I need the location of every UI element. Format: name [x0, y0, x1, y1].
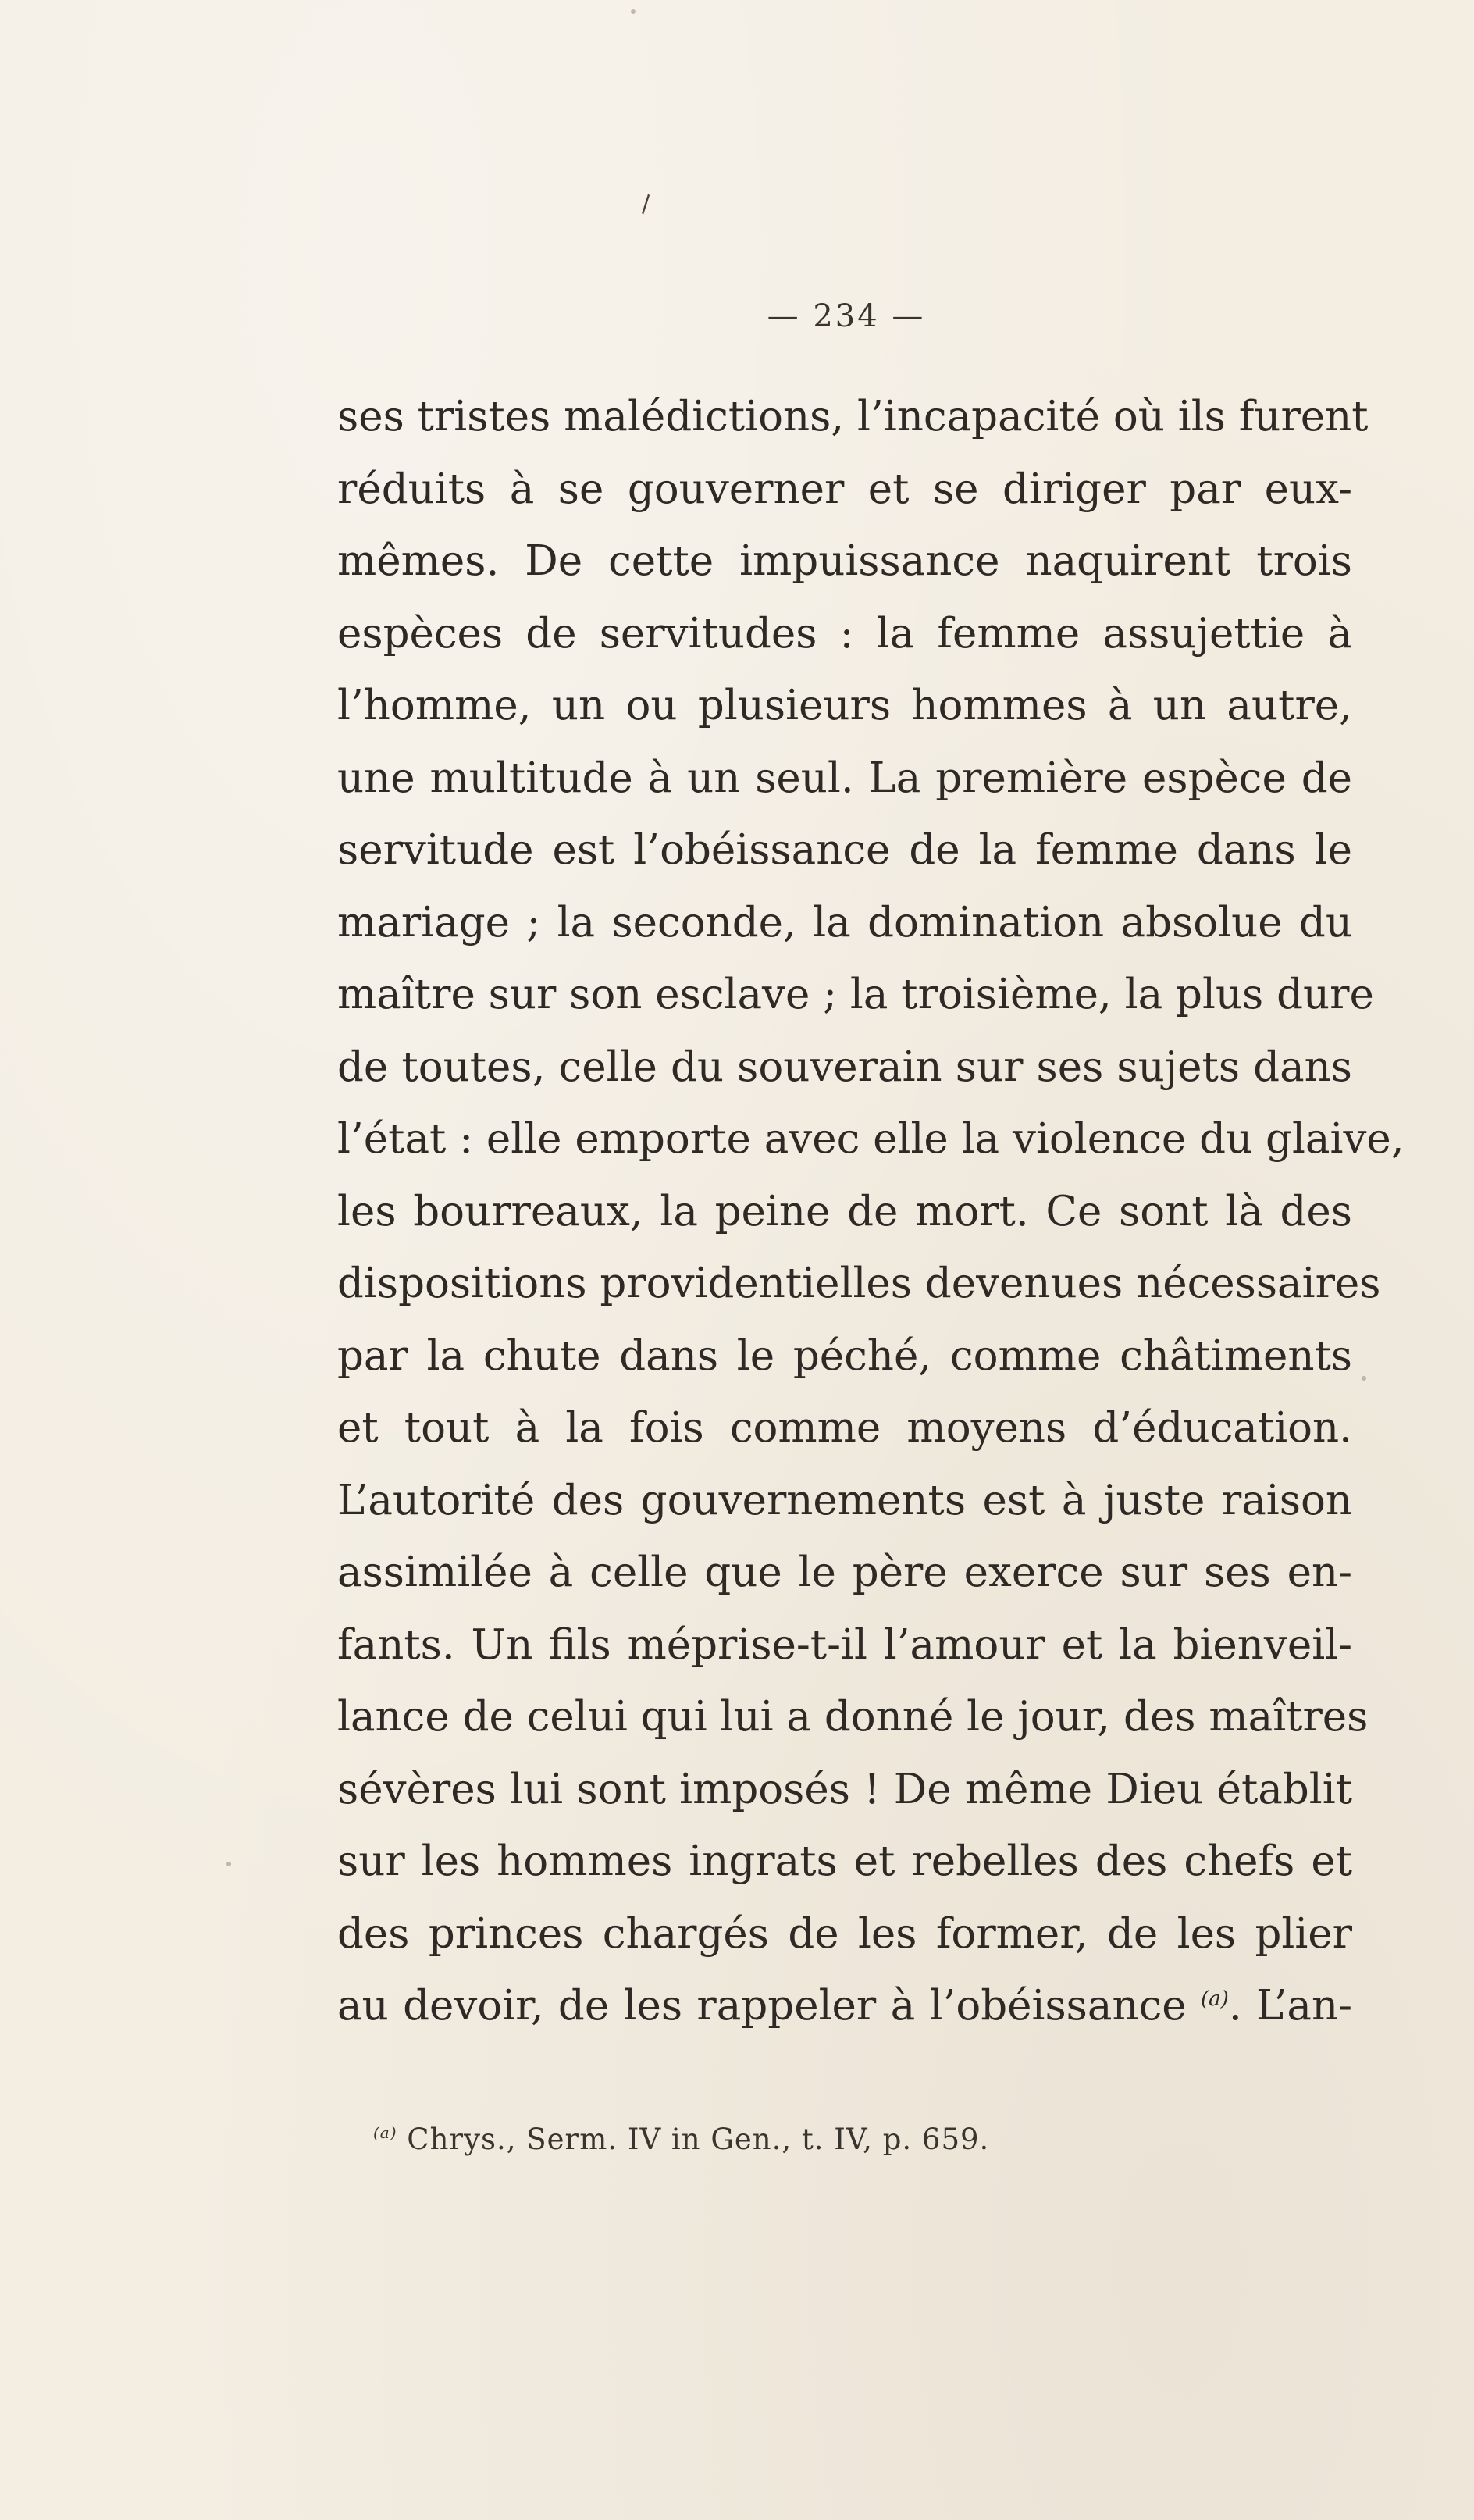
text-line: l’état : elle emporte avec elle la violence du glaive, [337, 1115, 1405, 1163]
text-line-with-note [337, 1970, 1352, 2043]
text-line: fants. Un fils méprise-t-il l’amour et la bienveil- [337, 1620, 1352, 1669]
text-line: maître sur son esclave ; la troisième, la plus dure [337, 971, 1374, 1018]
text-fragment: au devoir, de les rappeler à l’obéissance [337, 1982, 1202, 2030]
paper-speck [226, 1862, 231, 1866]
body-text [337, 381, 1405, 2043]
text-line: l’homme, un ou plusieurs hommes à un autre, [337, 682, 1352, 729]
footnote-reference[interactable]: (a) [1201, 1987, 1229, 2011]
footnote-marker: (a) [373, 2123, 397, 2142]
text-line: les bourreaux, la peine de mort. Ce sont là des [337, 1187, 1352, 1235]
footnote [373, 2123, 989, 2156]
text-line: mêmes. De cette impuissance naquirent trois [337, 537, 1352, 585]
paper-speck [631, 9, 636, 14]
text-line: L’autorité des gouvernements est à juste raison [337, 1476, 1352, 1524]
text-line: servitude est l’obéissance de la femme dans le [337, 826, 1352, 874]
text-line: des princes chargés de les former, de les plier [337, 1909, 1352, 1958]
text-line: de toutes, celle du souverain sur ses sujets dans [337, 1043, 1352, 1091]
text-line: lance de celui qui lui a donné le jour, des maîtres [337, 1693, 1369, 1741]
text-line: sur les hommes ingrats et rebelles des chefs et [337, 1837, 1352, 1885]
margin-mark: \ [634, 191, 657, 218]
text-fragment: . L’an- [1228, 1982, 1352, 2030]
text-line: assimilée à celle que le père exerce sur ses en- [337, 1549, 1352, 1596]
text-line: ses tristes malédictions, l’incapacité où ils furent [337, 393, 1369, 440]
text-line: et tout à la fois comme moyens d’éducation. [337, 1404, 1352, 1452]
text-line: sévères lui sont imposés ! De même Dieu établit [337, 1765, 1352, 1813]
text-line: dispositions providentielles devenues nécessaires [337, 1260, 1381, 1307]
paper-speck [1362, 1376, 1366, 1381]
page-number: — 234 — [767, 298, 926, 334]
footnote-text: Chrys., Serm. IV in Gen., t. IV, p. 659. [397, 2123, 990, 2156]
text-line: par la chute dans le péché, comme châtiments [337, 1331, 1352, 1380]
text-line: espèces de servitudes : la femme assujettie à [337, 609, 1352, 658]
text-line: une multitude à un seul. La première espèce de [337, 754, 1352, 802]
text-line: réduits à se gouverner et se diriger par eux- [337, 465, 1352, 513]
text-line: mariage ; la seconde, la domination absolue du [337, 898, 1352, 946]
